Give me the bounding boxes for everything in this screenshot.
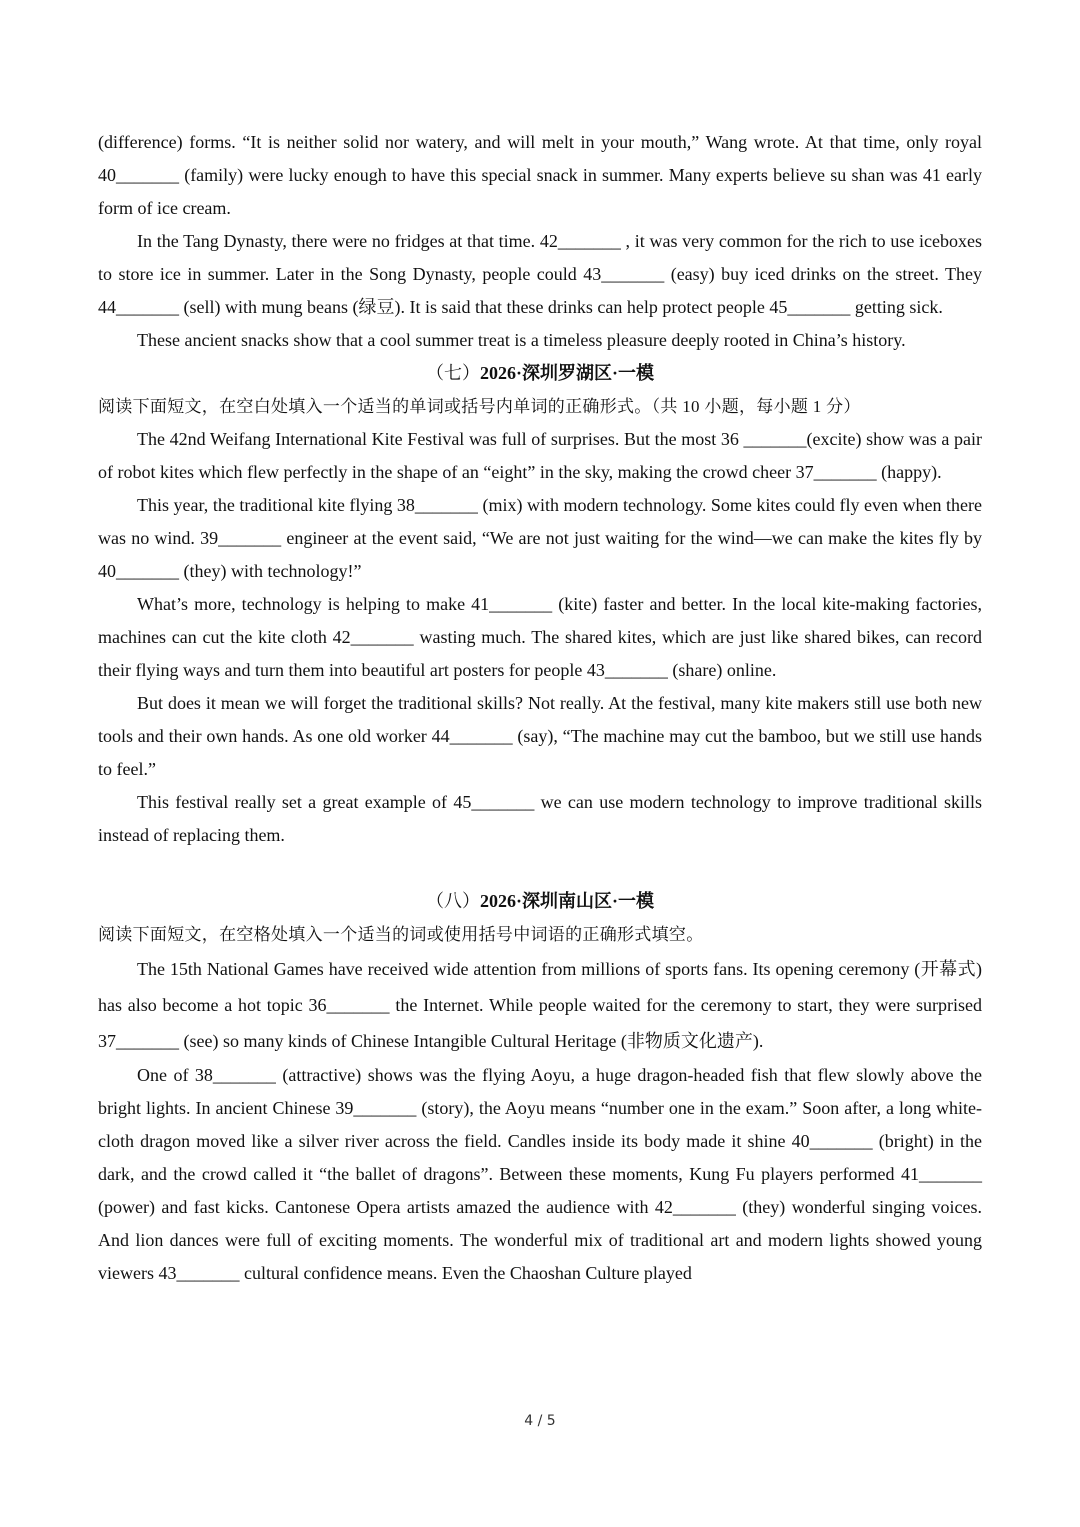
paragraph: What’s more, technology is helping to make 41_______ (kite) faster and better. In the local kite-making factories, machines can cut the kite cloth 42_______ wasting much. The shared kites, which are just like shared bikes, can record their flying ways and turn them into beautiful art posters for people 43_______ (share) online.: [98, 594, 982, 680]
section-source: 2026·深圳罗湖区·一模: [479, 363, 654, 383]
paragraph: (difference) forms. “It is neither solid nor watery, and will melt in your mouth,” Wang wrote. At that time, only royal 40_______ (family) were lucky enough to have this special snack in summer. Many experts believe su shan was 41 early form of ice cream.: [98, 132, 982, 218]
section-heading-7: [98, 357, 982, 390]
section-number: （七）: [425, 363, 480, 383]
page-number: 4 / 5: [524, 1413, 556, 1429]
instruction: 阅读下面短文，在空格处填入一个适当的词或使用括号中词语的正确形式填空。: [98, 925, 704, 944]
section-heading-8: [98, 885, 982, 918]
paragraph: The 15th National Games have received wide attention from millions of sports fans. Its opening ceremony (开幕式) has also become a hot topic 36_______ the Internet. While people waited for the ceremony to start, they were surprised 37_______ (see) so many kinds of Chinese Intangible Cultural Heritage (非物质文化遗产).: [98, 959, 982, 1051]
paragraph: In the Tang Dynasty, there were no fridges at that time. 42_______ , it was very common for the rich to use iceboxes to store ice in summer. Later in the Song Dynasty, people could 43_______ (easy) buy iced drinks on the street. They 44_______ (sell) with mung beans (绿豆). It is said that these drinks can help protect people 45_______ getting sick.: [98, 231, 982, 317]
paragraph: These ancient snacks show that a cool summer treat is a timeless pleasure deeply rooted in China’s history.: [137, 330, 906, 350]
paragraph: The 42nd Weifang International Kite Festival was full of surprises. But the most 36 _______(excite) show was a pair of robot kites which flew perfectly in the shape of an “eight” in the sky, making the crowd cheer 37_______ (happy).: [98, 429, 982, 482]
section-source: 2026·深圳南山区·一模: [479, 891, 654, 911]
spacer: [98, 852, 982, 885]
paragraph: One of 38_______ (attractive) shows was the flying Aoyu, a huge dragon-headed fish that flew slowly above the bright lights. In ancient Chinese 39_______ (story), the Aoyu means “number one in the exam.” Soon after, a long white-cloth dragon moved like a silver river across the field. Candles inside its body made it shine 40_______ (bright) in the dark, and the crowd called it “the ballet of dragons”. Between these moments, Kung Fu players performed 41_______ (power) and fast kicks. Cantonese Opera artists amazed the audience with 42_______ (they) wonderful singing voices. And lion dances were full of exciting moments. The wonderful mix of traditional art and modern lights showed young viewers 43_______ cultural confidence means. Even the Chaoshan Culture played: [98, 1065, 982, 1283]
instruction: 阅读下面短文，在空白处填入一个适当的单词或括号内单词的正确形式。（共 10 小题，每小题 1 分）: [98, 397, 861, 416]
section-number: （八）: [425, 891, 480, 911]
paragraph: But does it mean we will forget the traditional skills? Not really. At the festival, many kite makers still use both new tools and their own hands. As one old worker 44_______ (say), “The machine may cut the bamboo, but we still use hands to feel.”: [98, 693, 982, 779]
page-content: [98, 126, 982, 1290]
paragraph: This festival really set a great example of 45_______ we can use modern technology to improve traditional skills instead of replacing them.: [98, 792, 982, 845]
paragraph: This year, the traditional kite flying 38_______ (mix) with modern technology. Some kites could fly even when there was no wind. 39_______ engineer at the event said, “We are not just waiting for the wind—we can make the kites fly by 40_______ (they) with technology!”: [98, 495, 982, 581]
